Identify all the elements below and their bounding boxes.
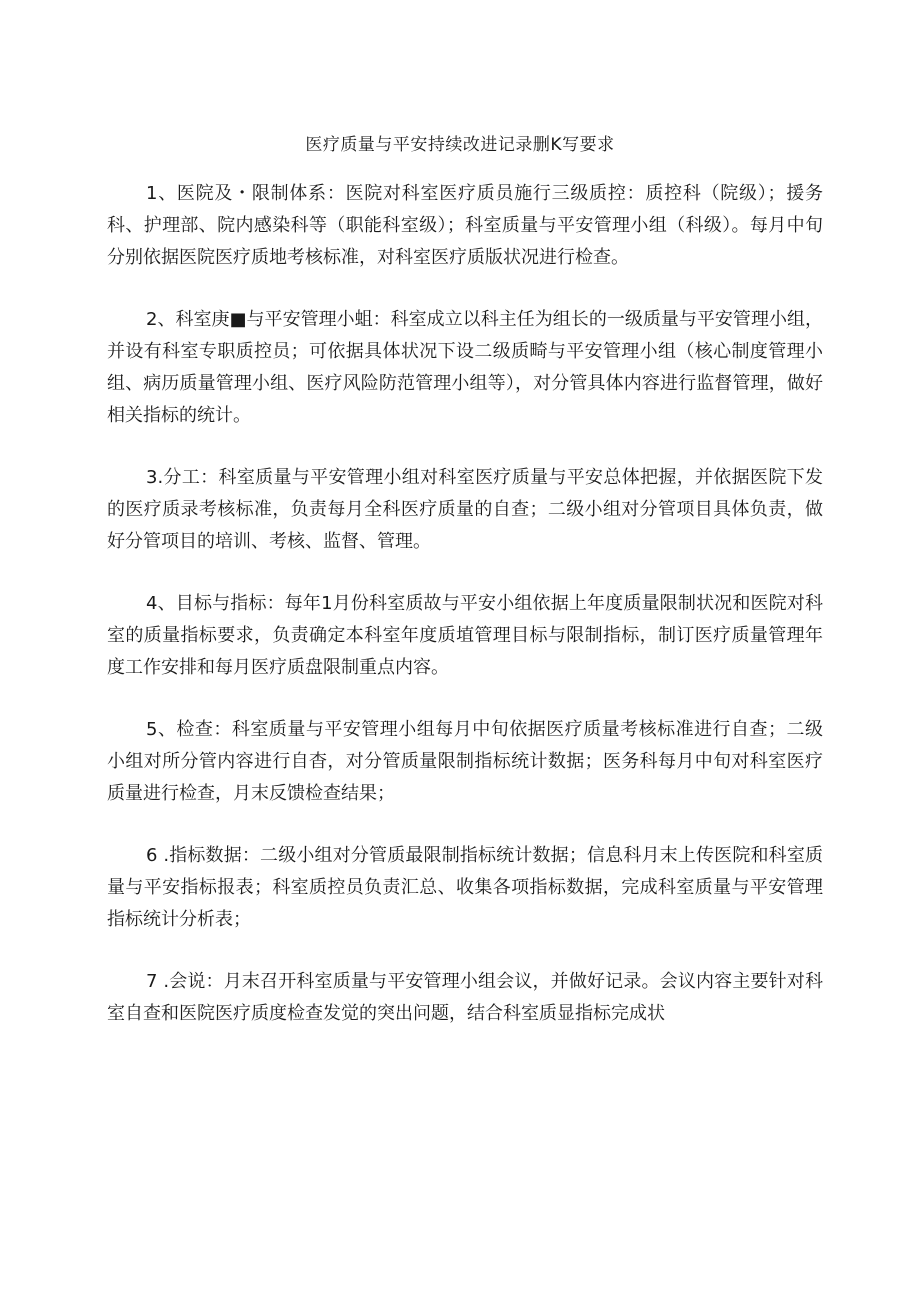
paragraph-4-goals-and-indicators: 4、目标与指标：每年1月份科室质故与平安小组依据上年度质量限制状况和医院对科室的质量指标要求，负责确定本科室年度质埴管理目标与限制指标，制订医疗质量管理年度工作安排和每月医疗质盘限制重点内容。 bbox=[107, 593, 823, 678]
document-body bbox=[107, 178, 823, 1030]
paragraph-3-division-of-labor: 3.分工：科室质量与平安管理小组对科室医疗质量与平安总体把握，并依据医院下发的医疗质录考核标准，负责每月全科医疗质量的自查；二级小组对分管项目具体负责，做好分管项目的培训、考核、监督、管理。 bbox=[107, 467, 823, 552]
paragraph-2-management-group: 2、科室庚■与平安管理小蛆：科室成立以科主任为组长的一级质量与平安管理小组，并设有科室专职质控员；可依据具体状况下设二级质畸与平安管理小组（核心制度管理小组、病历质量管理小组、医疗风险防范管理小组等），对分管具体内容进行监督管理，做好相关指标的统计。 bbox=[107, 309, 823, 426]
paragraph-6-indicator-data: 6 .指标数据：二级小组对分管质最限制指标统计数据；信息科月末上传医院和科室质量与平安指标报表；科室质控员负责汇总、收集各项指标数据，完成科室质量与平安管理指标统计分析表； bbox=[107, 845, 823, 930]
paragraph-1-control-system: 1、医院及・限制体系：医院对科室医疗质员施行三级质控：质控科（院级）；援务科、护理部、院内感染科等（职能科室级）；科室质量与平安管理小组（科级）。每月中旬分别依据医院医疗质地考核标准，对科室医疗质版状况进行检查。 bbox=[107, 183, 823, 268]
document-title: 医疗质量与平安持续改进记录删K写要求 bbox=[305, 135, 615, 155]
paragraph-7-meetings: 7 .会说：月末召开科室质量与平安管理小组会议，并做好记录。会议内容主要针对科室自查和医院医疗质度检查发觉的突出问题，结合科室质显指标完成状 bbox=[107, 971, 823, 1024]
paragraph-5-inspection: 5、检查：科室质量与平安管理小组每月中旬依据医疗质量考核标准进行自查；二级小组对所分管内容进行自杳，对分管质量限制指标统计数据；医务科每月中旬对科室医疗质量进行检查，月末反馈检查结果； bbox=[107, 719, 823, 804]
